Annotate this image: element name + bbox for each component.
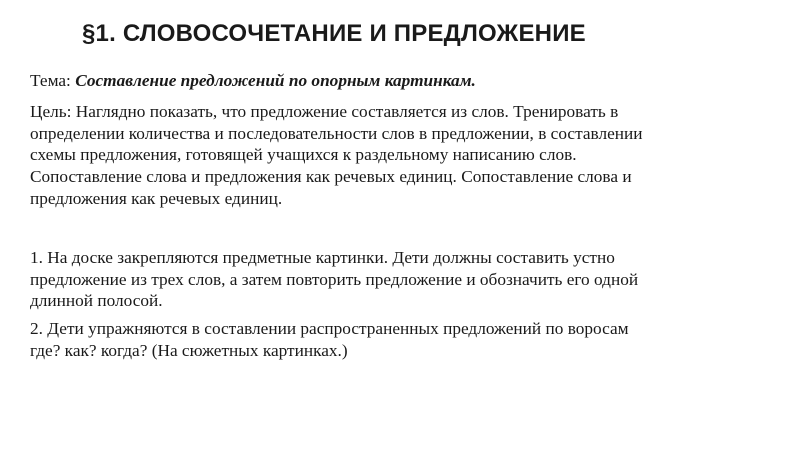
list-item — [30, 247, 780, 312]
topic-paragraph — [30, 70, 780, 92]
item-2-line-1: 2. Дети упражняются в составлении распространенных предложений по воросам — [30, 319, 629, 339]
goal-line-4: Сопоставление слова и предложения как речевых единиц. Сопоставление слова и — [30, 167, 632, 187]
slide-title: §1. СЛОВОСОЧЕТАНИЕ И ПРЕДЛОЖЕНИЕ — [82, 20, 586, 47]
item-1-line-2: предложение из трех слов, а затем повторить предложение и обозначить его одной — [30, 269, 639, 289]
goal-line-2: определении количества и последовательности слов в предложении, в составлении — [30, 123, 643, 143]
list-item — [30, 318, 780, 362]
topic-label: Тема: — [30, 71, 76, 90]
topic-value: Составление предложений по опорным картинкам. — [75, 71, 476, 90]
slide-body — [30, 70, 780, 362]
goal-line-3: схемы предложения, готовящей учащихся к раздельному написанию слов. — [30, 145, 577, 165]
item-1-line-1: 1. На доске закрепляются предметные картинки. Дети должны составить устно — [30, 247, 615, 267]
goal-paragraph — [30, 101, 780, 210]
item-1-line-3: длинной полосой. — [30, 291, 163, 311]
item-2-line-2: где? как? когда? (На сюжетных картинках.) — [30, 340, 348, 360]
goal-line-5: предложения как речевых единиц. — [30, 188, 283, 208]
goal-line-1: Наглядно показать, что предложение составляется из слов. Тренировать в — [75, 101, 619, 121]
goal-label: Цель: — [30, 101, 76, 121]
paragraph-spacer — [30, 210, 780, 247]
